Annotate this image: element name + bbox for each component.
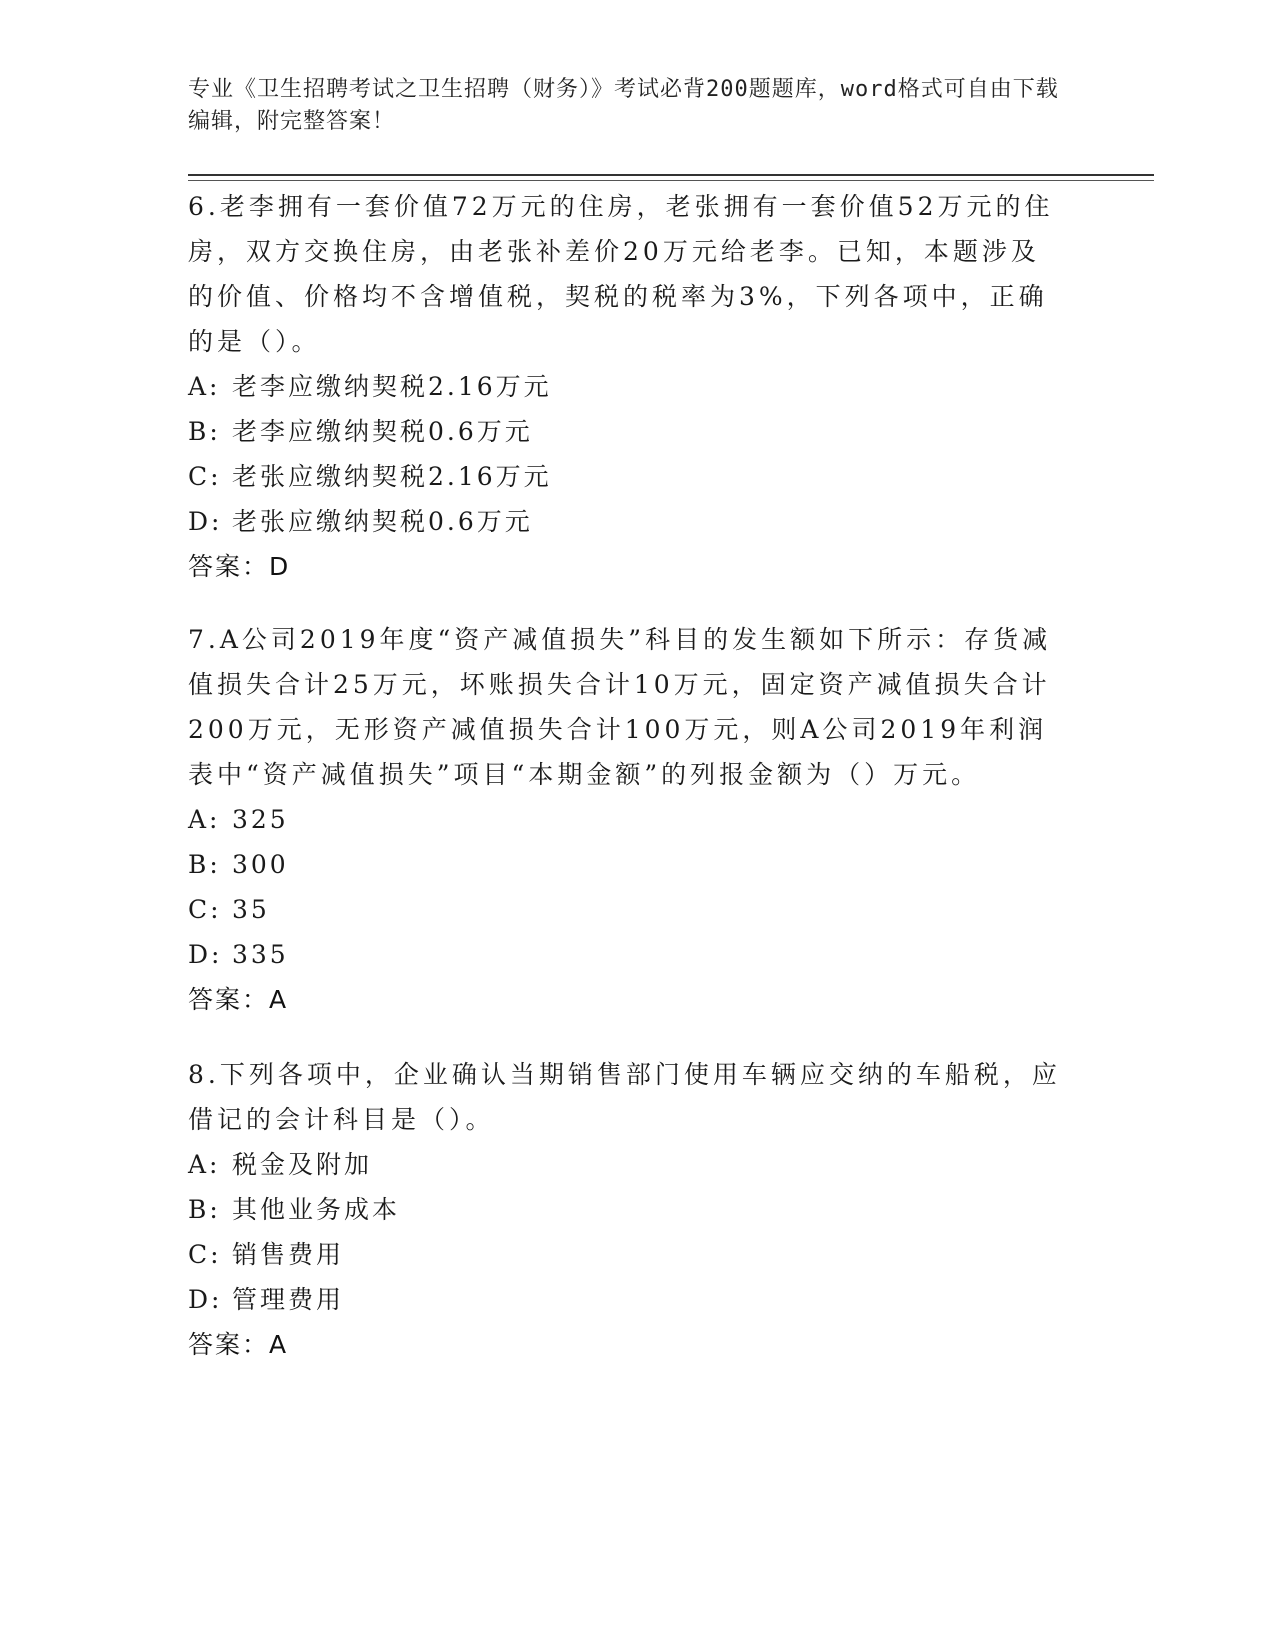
option-b bbox=[188, 842, 1068, 887]
option-text: 老李应缴纳契税0.6万元 bbox=[232, 417, 533, 446]
option-letter: D: bbox=[188, 507, 223, 536]
question-6 bbox=[188, 184, 1068, 589]
option-d bbox=[188, 932, 1068, 977]
option-letter: B: bbox=[188, 850, 221, 879]
header-rule-thick bbox=[188, 174, 1154, 176]
option-text: 老张应缴纳契税0.6万元 bbox=[232, 507, 533, 536]
option-d bbox=[188, 499, 1068, 544]
option-text: 其他业务成本 bbox=[232, 1195, 401, 1224]
option-text: 335 bbox=[232, 940, 289, 969]
option-c bbox=[188, 1232, 1068, 1277]
option-text: 300 bbox=[232, 850, 289, 879]
question-stem: 6.老李拥有一套价值72万元的住房，老张拥有一套价值52万元的住房，双方交换住房，由老张补差价20万元给老李。已知，本题涉及的价值、价格均不含增值税，契税的税率为3%，下列各项中，正确的是（）。 bbox=[188, 192, 1054, 356]
option-a bbox=[188, 1142, 1068, 1187]
answer-line: 答案：A bbox=[188, 1330, 289, 1359]
option-letter: A: bbox=[188, 372, 221, 401]
option-letter: D: bbox=[188, 940, 223, 969]
answer-line: 答案：D bbox=[188, 552, 291, 581]
option-a bbox=[188, 364, 1068, 409]
question-8 bbox=[188, 1052, 1068, 1367]
option-text: 325 bbox=[232, 805, 289, 834]
answer-line: 答案：A bbox=[188, 985, 289, 1014]
option-letter: C: bbox=[188, 895, 222, 924]
question-7 bbox=[188, 617, 1068, 1022]
question-stem: 7.A公司2019年度“资产减值损失”科目的发生额如下所示：存货减值损失合计25万元，坏账损失合计10万元，固定资产减值损失合计200万元，无形资产减值损失合计100万元，则A公司2019年利润表中“资产减值损失”项目“本期金额”的列报金额为（）万元。 bbox=[188, 625, 1052, 789]
option-c bbox=[188, 454, 1068, 499]
option-a bbox=[188, 797, 1068, 842]
document-header: 专业《卫生招聘考试之卫生招聘（财务）》考试必背200题题库，word格式可自由下载编辑，附完整答案！ bbox=[188, 77, 1059, 134]
option-text: 销售费用 bbox=[232, 1240, 345, 1269]
option-c bbox=[188, 887, 1068, 932]
question-stem: 8.下列各项中，企业确认当期销售部门使用车辆应交纳的车船税，应借记的会计科目是（）。 bbox=[188, 1060, 1061, 1134]
option-letter: B: bbox=[188, 417, 221, 446]
option-b bbox=[188, 409, 1068, 454]
option-text: 税金及附加 bbox=[232, 1150, 373, 1179]
option-letter: B: bbox=[188, 1195, 221, 1224]
option-letter: A: bbox=[188, 1150, 221, 1179]
option-text: 管理费用 bbox=[232, 1285, 345, 1314]
option-letter: C: bbox=[188, 462, 222, 491]
option-d bbox=[188, 1277, 1068, 1322]
option-letter: C: bbox=[188, 1240, 222, 1269]
option-letter: A: bbox=[188, 805, 221, 834]
option-letter: D: bbox=[188, 1285, 223, 1314]
option-text: 老张应缴纳契税2.16万元 bbox=[232, 462, 552, 491]
option-text: 老李应缴纳契税2.16万元 bbox=[232, 372, 552, 401]
option-b bbox=[188, 1187, 1068, 1232]
header-rule-thin bbox=[188, 180, 1154, 181]
option-text: 35 bbox=[232, 895, 270, 924]
